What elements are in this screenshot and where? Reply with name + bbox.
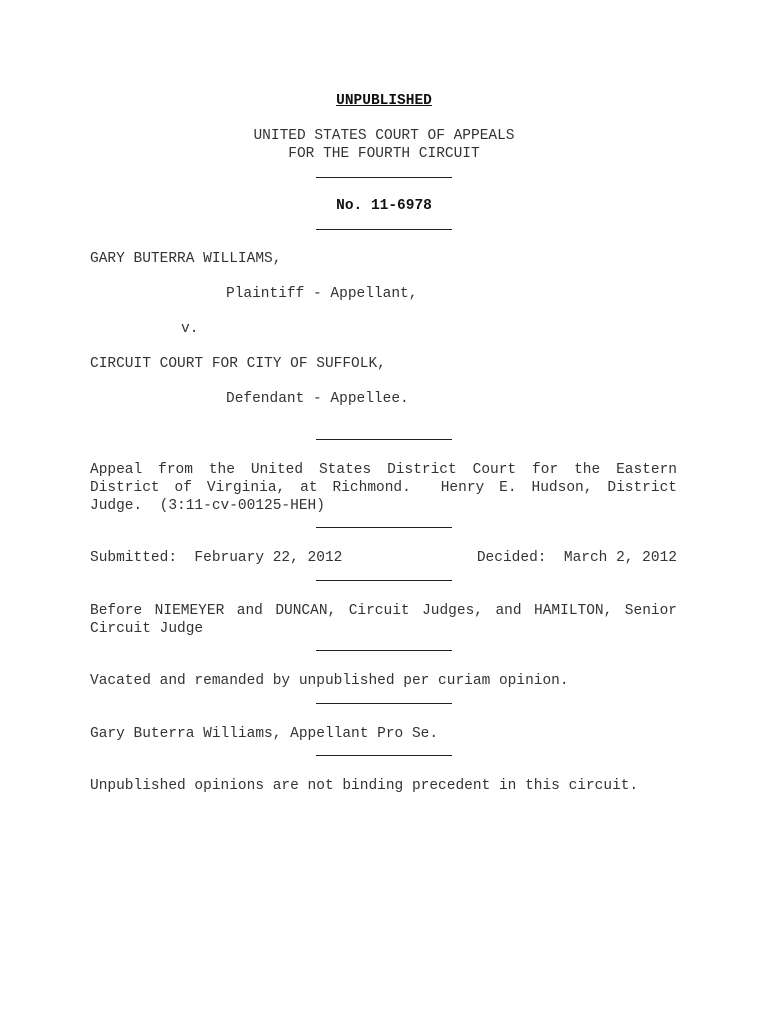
court-name-line1: UNITED STATES COURT OF APPEALS	[253, 128, 515, 144]
defendant-role: Defendant - Appellee.	[226, 391, 409, 407]
court-name-line2: FOR THE FOURTH CIRCUIT	[288, 146, 480, 162]
case-number: No. 11-6978	[336, 198, 432, 214]
divider	[316, 229, 452, 230]
divider	[316, 650, 452, 651]
panel-line1: Before NIEMEYER and DUNCAN, Circuit Judges, and HAMILTON, Senior	[90, 603, 677, 619]
divider	[316, 177, 452, 178]
submitted-date: Submitted: February 22, 2012	[90, 550, 343, 566]
appeal-line3: Judge. (3:11-cv-00125-HEH)	[90, 498, 325, 514]
disposition: Vacated and remanded by unpublished per curiam opinion.	[90, 673, 569, 689]
panel-line2: Circuit Judge	[90, 621, 204, 637]
versus: v.	[181, 321, 199, 337]
decided-date: Decided: March 2, 2012	[476, 550, 677, 566]
divider	[316, 580, 452, 581]
divider	[316, 703, 452, 704]
divider	[316, 755, 452, 756]
plaintiff-role: Plaintiff - Appellant,	[226, 286, 418, 302]
appeal-line1: Appeal from the United States District Court for the Eastern	[90, 462, 677, 478]
status-heading: UNPUBLISHED	[336, 93, 432, 109]
precedent-notice: Unpublished opinions are not binding precedent in this circuit.	[90, 778, 639, 794]
counsel: Gary Buterra Williams, Appellant Pro Se.	[90, 726, 439, 742]
plaintiff-name: GARY BUTERRA WILLIAMS,	[90, 251, 282, 267]
divider	[316, 439, 452, 440]
defendant-name: CIRCUIT COURT FOR CITY OF SUFFOLK,	[90, 356, 386, 372]
appeal-line2: District of Virginia, at Richmond. Henry E. Hudson, District	[90, 480, 677, 496]
divider	[316, 527, 452, 528]
